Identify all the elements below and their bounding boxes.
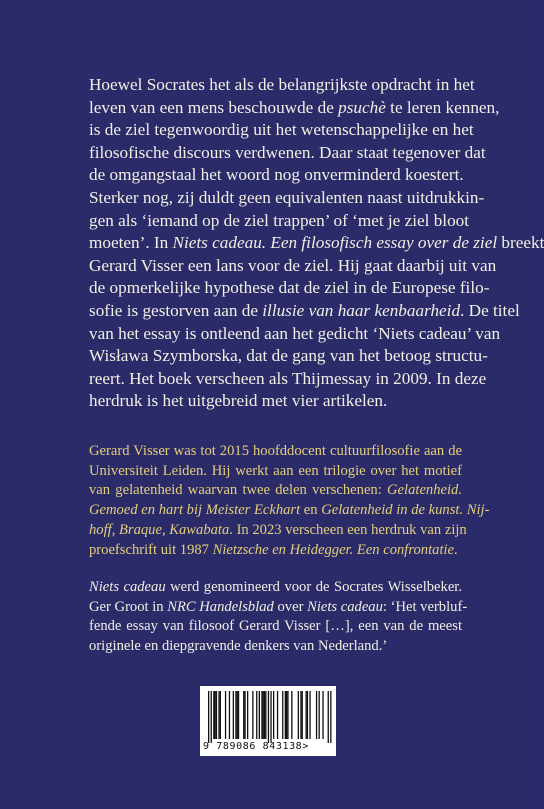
bio-segment: Gemoed en hart bij Meister Eckhart <box>89 502 301 519</box>
blurb-segment: Gerard Visser een lans voor de ziel. Hij gaat daarbij uit van <box>89 255 497 275</box>
isbn-digits-text: 9 789086 843138 <box>203 741 303 752</box>
blurb-segment: de opmerkelijke hypothese dat de ziel in de Europese filo- <box>89 278 490 298</box>
blurb-line <box>89 277 490 300</box>
blurb-line <box>89 323 501 346</box>
barcode-bar <box>316 691 317 739</box>
barcode-bar <box>309 691 310 739</box>
reception-segment: Ger Groot in <box>89 598 168 615</box>
barcode-bar <box>268 691 269 743</box>
barcode-bar <box>282 691 283 739</box>
barcode-bar <box>302 691 303 739</box>
blurb-line <box>89 232 544 255</box>
bio-segment: Nietzsche en Heidegger. Een confrontatie <box>212 541 455 558</box>
barcode-bar <box>270 691 271 743</box>
blurb-line <box>89 74 475 97</box>
barcode-bar <box>265 691 266 739</box>
bio-segment: en <box>300 502 322 519</box>
bio-segment: Gerard Visser was tot 2015 hoofddocent cultuurfilosofie aan de <box>89 443 462 459</box>
barcode-bar <box>306 691 307 739</box>
reception-segment: NRC Handelsblad <box>167 598 274 615</box>
barcode-bar <box>247 691 248 739</box>
blurb-line <box>89 390 462 413</box>
blurb-segment: Niets cadeau. Een filosofisch essay over de ziel <box>172 233 498 253</box>
reception-quote <box>89 578 468 657</box>
barcode-bar <box>259 691 260 739</box>
reception-segment: over <box>273 598 308 615</box>
barcode-bar <box>229 691 230 739</box>
barcode-bar <box>216 691 217 739</box>
blurb-segment: . De titel <box>460 300 520 320</box>
blurb-line <box>89 368 487 391</box>
barcode-bar <box>319 691 320 739</box>
blurb-segment: moeten’. In <box>89 233 173 253</box>
barcode-bar <box>322 691 323 739</box>
isbn-addon-mark: > <box>302 741 309 752</box>
barcode-bar <box>261 691 262 739</box>
reception-line <box>89 637 462 657</box>
reception-segment: werd genomineerd voor de Socrates Wisselbeker. <box>165 579 462 595</box>
blurb-segment: de omgangstaal het woord nog onverminderd koestert. <box>89 165 464 185</box>
barcode-bar <box>225 691 226 739</box>
barcode-bar <box>285 691 286 739</box>
barcode-bar <box>238 691 239 739</box>
reception-segment: : ‘Het verbluf- <box>382 598 468 615</box>
barcode-bar <box>243 691 244 739</box>
blurb-segment: is de ziel tegenwoordig uit het wetenschappelijke en het <box>89 120 474 140</box>
bio-line <box>89 521 467 541</box>
barcode-bar <box>286 691 287 739</box>
blurb-line <box>89 97 500 120</box>
bio-segment: van gelatenheid waarvan twee delen verschenen: <box>89 482 388 499</box>
barcode-bar <box>244 691 245 739</box>
blurb-line <box>89 187 485 210</box>
blurb-segment: illusie van haar kenbaarheid <box>262 300 461 320</box>
blurb-line <box>89 300 520 323</box>
reception-segment: fende essay van filosoof Gerard Visser […], een van de meest <box>89 618 462 635</box>
reception-line <box>89 617 462 637</box>
barcode-bar <box>330 691 331 743</box>
reception-segment: originele en diepgravende denkers van Nederland.’ <box>89 638 388 655</box>
barcode-bar <box>220 691 221 739</box>
barcode-bar <box>307 691 308 739</box>
blurb-line <box>89 164 462 187</box>
blurb-text <box>89 74 544 413</box>
bio-line <box>89 442 462 462</box>
blurb-segment: filosofische discours verdwenen. Daar staat tegenover dat <box>89 142 486 162</box>
blurb-segment: leven van een mens beschouwde de <box>89 97 339 117</box>
barcode-bar <box>298 691 299 739</box>
blurb-line <box>89 142 486 165</box>
blurb-segment: sofie is gestorven aan de <box>89 300 263 320</box>
bio-segment: Gelatenheid. <box>387 482 462 499</box>
barcode-bar <box>213 691 214 739</box>
barcode-bar <box>215 691 216 739</box>
bio-segment: proefschrift uit 1987 <box>89 541 213 558</box>
barcode-bar <box>211 691 212 743</box>
barcode-bar <box>235 691 236 739</box>
blurb-segment: Wisława Szymborska, dat de gang van het betoog structu- <box>89 346 488 366</box>
barcode-bar <box>277 691 278 739</box>
bio-segment: Universiteit Leiden. Hij werkt aan een trilogie over het motief <box>89 462 462 479</box>
blurb-segment: gen als ‘iemand op de ziel trappen’ of ‘met je ziel bloot <box>89 210 470 230</box>
reception-segment: Niets cadeau <box>307 598 383 615</box>
barcode-bar <box>264 691 265 739</box>
barcode-bar <box>287 691 288 739</box>
bio-segment: hoff, Braque, Kawabata <box>89 521 230 538</box>
blurb-segment: te leren kennen, <box>385 97 500 117</box>
reception-segment: Niets cadeau <box>89 579 166 595</box>
bio-line <box>89 501 490 521</box>
blurb-segment: Sterker nog, zij duldt geen equivalenten naast uitdrukkin- <box>89 187 485 207</box>
isbn-number <box>203 741 333 752</box>
reception-line <box>89 578 462 598</box>
bio-line <box>89 462 462 482</box>
blurb-line <box>89 255 497 278</box>
bio-segment: Gelatenheid in de kunst. Nij- <box>321 502 490 519</box>
barcode-bar <box>328 691 329 743</box>
blurb-segment: psuchè <box>338 97 386 117</box>
blurb-segment: van het essay is ontleend aan het gedicht ‘Niets cadeau’ van <box>89 323 501 343</box>
bio-segment: . <box>454 541 458 558</box>
barcode-bar <box>291 691 292 739</box>
barcode-bar <box>273 691 274 739</box>
barcode-bar <box>256 691 257 739</box>
blurb-segment: Hoewel Socrates het als de belangrijkste opdracht in het <box>89 75 475 94</box>
barcode-bar <box>237 691 238 739</box>
barcode-bar <box>218 691 219 739</box>
author-bio <box>89 442 490 560</box>
bio-line <box>89 481 462 501</box>
barcode-bar <box>233 691 234 739</box>
blurb-segment: reert. Het boek verscheen als Thijmessay in 2009. In deze <box>89 368 487 388</box>
barcode-bar <box>263 691 264 739</box>
blurb-line <box>89 345 488 368</box>
blurb-segment: breekt <box>497 233 544 253</box>
barcode-bar <box>252 691 253 739</box>
barcode-bar <box>300 691 301 739</box>
bio-segment: . In 2023 verscheen een herdruk van zijn <box>229 521 467 538</box>
blurb-line <box>89 210 470 233</box>
barcode-bar <box>208 691 209 743</box>
bio-line <box>89 541 462 561</box>
blurb-line <box>89 119 474 142</box>
reception-line <box>89 598 468 618</box>
blurb-segment: herdruk is het uitgebreid met vier artikelen. <box>89 391 388 411</box>
